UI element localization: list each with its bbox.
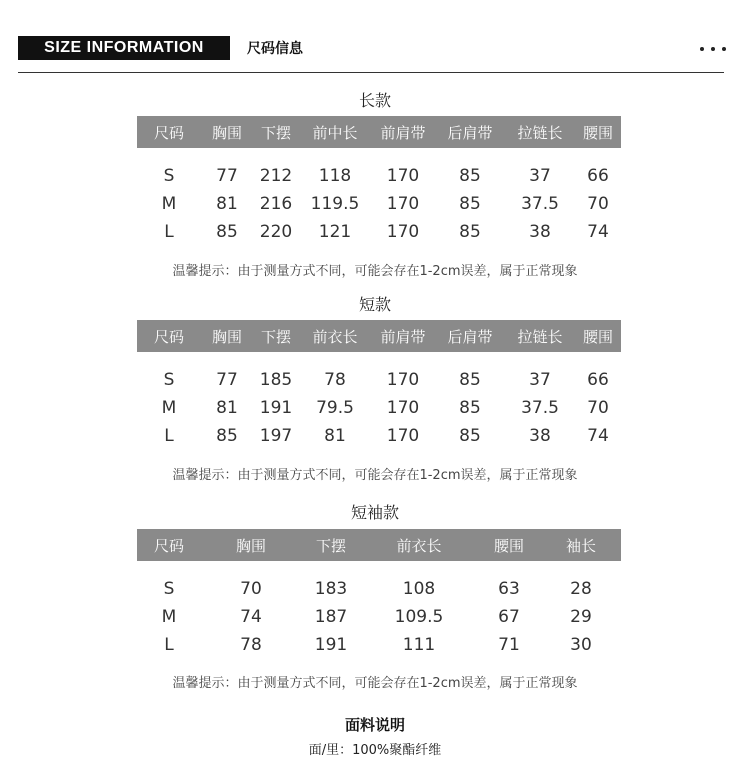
table-row (137, 366, 621, 394)
table-cell: 37.5 (521, 194, 559, 214)
measurement-note: 温馨提示：由于测量方式不同，可能会存在1-2cm误差，属于正常现象 (172, 676, 578, 691)
table-cell: 170 (386, 222, 420, 242)
table-cell: 85 (459, 222, 481, 242)
col-header: 胸围 (211, 327, 242, 346)
table-cell: 30 (570, 635, 592, 655)
table-cell: 28 (570, 579, 592, 599)
fabric-description: 面/里：100%聚酯纤维 (308, 743, 442, 758)
table-cell: 81 (216, 398, 238, 418)
table-cell: 119.5 (310, 194, 360, 214)
table-cell: L (164, 426, 174, 446)
table-cell: L (164, 635, 174, 655)
table-cell: 170 (386, 398, 420, 418)
table-cell: 85 (216, 426, 238, 446)
table-cell: 111 (402, 635, 436, 655)
table-cell: 121 (318, 222, 352, 242)
table-cell: 85 (459, 370, 481, 390)
table-cell: 216 (259, 194, 293, 214)
table-cell: 37.5 (521, 398, 559, 418)
measurement-note: 温馨提示：由于测量方式不同，可能会存在1-2cm误差，属于正常现象 (172, 264, 578, 279)
short-size-table (137, 320, 621, 450)
table-cell: 67 (498, 607, 520, 627)
col-header: 腰围 (582, 123, 613, 142)
col-header: 袖长 (565, 536, 596, 555)
table-cell: 66 (587, 166, 609, 186)
short-sleeve-size-table (137, 529, 621, 659)
table-cell: M (161, 194, 177, 214)
col-header: 前衣长 (396, 536, 442, 555)
table-cell: 81 (324, 426, 346, 446)
table-cell: 212 (259, 166, 293, 186)
col-header: 前中长 (312, 123, 358, 142)
table-cell: 38 (529, 426, 551, 446)
table-cell: 37 (529, 370, 551, 390)
long-table-header (137, 116, 621, 148)
table-cell: M (161, 607, 177, 627)
table-row (137, 218, 621, 246)
table-cell: 191 (259, 398, 293, 418)
table-cell: 77 (216, 370, 238, 390)
table-cell: 109.5 (394, 607, 444, 627)
table-cell: 70 (587, 194, 609, 214)
table-cell: 37 (529, 166, 551, 186)
table-cell: 74 (587, 426, 609, 446)
table-cell: 185 (259, 370, 293, 390)
table-cell: 78 (324, 370, 346, 390)
col-header: 前肩带 (380, 123, 426, 142)
table-cell: 220 (259, 222, 293, 242)
table-cell: 70 (587, 398, 609, 418)
table-cell: 118 (318, 166, 352, 186)
sleeve-table-header (137, 529, 621, 561)
table-row (137, 394, 621, 422)
col-header: 下摆 (260, 327, 291, 346)
table-cell: M (161, 398, 177, 418)
table-cell: 85 (459, 194, 481, 214)
table-row (137, 422, 621, 450)
col-header: 后肩带 (447, 123, 493, 142)
col-header: 胸围 (235, 536, 266, 555)
size-information-badge: SIZE INFORMATION (18, 36, 230, 60)
table-cell: 70 (240, 579, 262, 599)
col-header: 前肩带 (380, 327, 426, 346)
table-cell: 170 (386, 194, 420, 214)
table-cell: 63 (498, 579, 520, 599)
header-divider (18, 72, 724, 73)
table-row (137, 162, 621, 190)
table-cell: S (163, 370, 175, 390)
table-row (137, 603, 621, 631)
table-row (137, 575, 621, 603)
col-header: 前衣长 (312, 327, 358, 346)
table-cell: 38 (529, 222, 551, 242)
col-header: 腰围 (582, 327, 613, 346)
table-cell: 81 (216, 194, 238, 214)
table-cell: 85 (216, 222, 238, 242)
table-cell: 85 (459, 166, 481, 186)
header-title: 尺码信息 (247, 41, 303, 57)
table-cell: 29 (570, 607, 592, 627)
table-cell: L (164, 222, 174, 242)
table-cell: 74 (240, 607, 262, 627)
measurement-note: 温馨提示：由于测量方式不同，可能会存在1-2cm误差，属于正常现象 (172, 468, 578, 483)
table-cell: 78 (240, 635, 262, 655)
table-cell: 170 (386, 370, 420, 390)
col-header: 尺码 (153, 536, 184, 555)
table-cell: 197 (259, 426, 293, 446)
table-cell: 85 (459, 426, 481, 446)
table-row (137, 631, 621, 659)
fabric-title: 面料说明 (344, 716, 405, 734)
col-header: 下摆 (315, 536, 346, 555)
table-cell: 108 (402, 579, 436, 599)
table-cell: 71 (498, 635, 520, 655)
long-style-title: 长款 (358, 91, 391, 110)
table-cell: 183 (314, 579, 348, 599)
more-dots-icon[interactable] (700, 38, 726, 60)
table-cell: 79.5 (316, 398, 354, 418)
col-header: 拉链长 (517, 123, 563, 142)
table-cell: 170 (386, 166, 420, 186)
short-style-title: 短款 (358, 295, 391, 314)
long-size-table (137, 116, 621, 246)
col-header: 尺码 (153, 123, 184, 142)
col-header: 下摆 (260, 123, 291, 142)
table-cell: 170 (386, 426, 420, 446)
short-sleeve-title: 短袖款 (350, 503, 399, 522)
col-header: 胸围 (211, 123, 242, 142)
table-cell: S (163, 579, 175, 599)
table-cell: 66 (587, 370, 609, 390)
table-row (137, 190, 621, 218)
table-cell: S (163, 166, 175, 186)
table-cell: 187 (314, 607, 348, 627)
col-header: 拉链长 (517, 327, 563, 346)
short-table-header (137, 320, 621, 352)
col-header: 后肩带 (447, 327, 493, 346)
table-cell: 74 (587, 222, 609, 242)
table-cell: 85 (459, 398, 481, 418)
table-cell: 191 (314, 635, 348, 655)
col-header: 尺码 (153, 327, 184, 346)
col-header: 腰围 (493, 536, 524, 555)
page-header (0, 0, 750, 80)
table-cell: 77 (216, 166, 238, 186)
